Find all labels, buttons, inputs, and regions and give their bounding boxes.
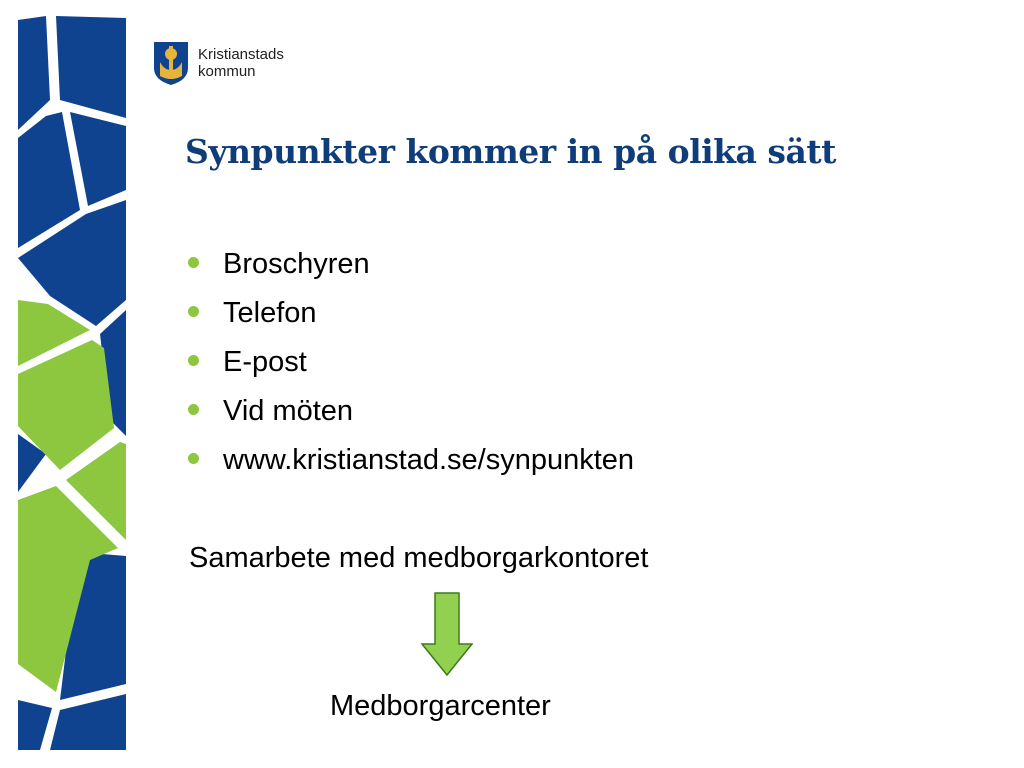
kommun-logo — [152, 40, 312, 90]
bullet-text: www.kristianstad.se/synpunkten — [223, 444, 635, 476]
bullet-text: Telefon — [223, 297, 317, 329]
bullet-dot-icon — [188, 257, 199, 268]
municipal-coat-of-arms-icon — [152, 40, 190, 86]
bullet-item — [185, 391, 634, 440]
bullet-item — [185, 342, 634, 391]
bullet-text: Vid möten — [223, 395, 354, 427]
collaboration-text: Samarbete med medborgarkontoret — [189, 542, 649, 574]
result-text: Medborgarcenter — [330, 690, 551, 722]
logo-line-2: kommun — [198, 63, 256, 80]
bullet-text: E-post — [223, 346, 307, 378]
bullet-dot-icon — [188, 355, 199, 366]
logo-line-1: Kristianstads — [198, 46, 284, 63]
logo-wordmark — [198, 46, 284, 80]
decorative-mosaic — [0, 0, 140, 768]
bullet-dot-icon — [188, 306, 199, 317]
bullet-item — [185, 293, 634, 342]
bullet-item — [185, 440, 634, 489]
bullet-text: Broschyren — [223, 248, 370, 280]
bullet-dot-icon — [188, 453, 199, 464]
arrow-down-icon — [421, 592, 473, 676]
bullet-list — [185, 244, 634, 489]
slide-title: Synpunkter kommer in på olika sätt — [185, 132, 836, 171]
bullet-item — [185, 244, 634, 293]
bullet-dot-icon — [188, 404, 199, 415]
